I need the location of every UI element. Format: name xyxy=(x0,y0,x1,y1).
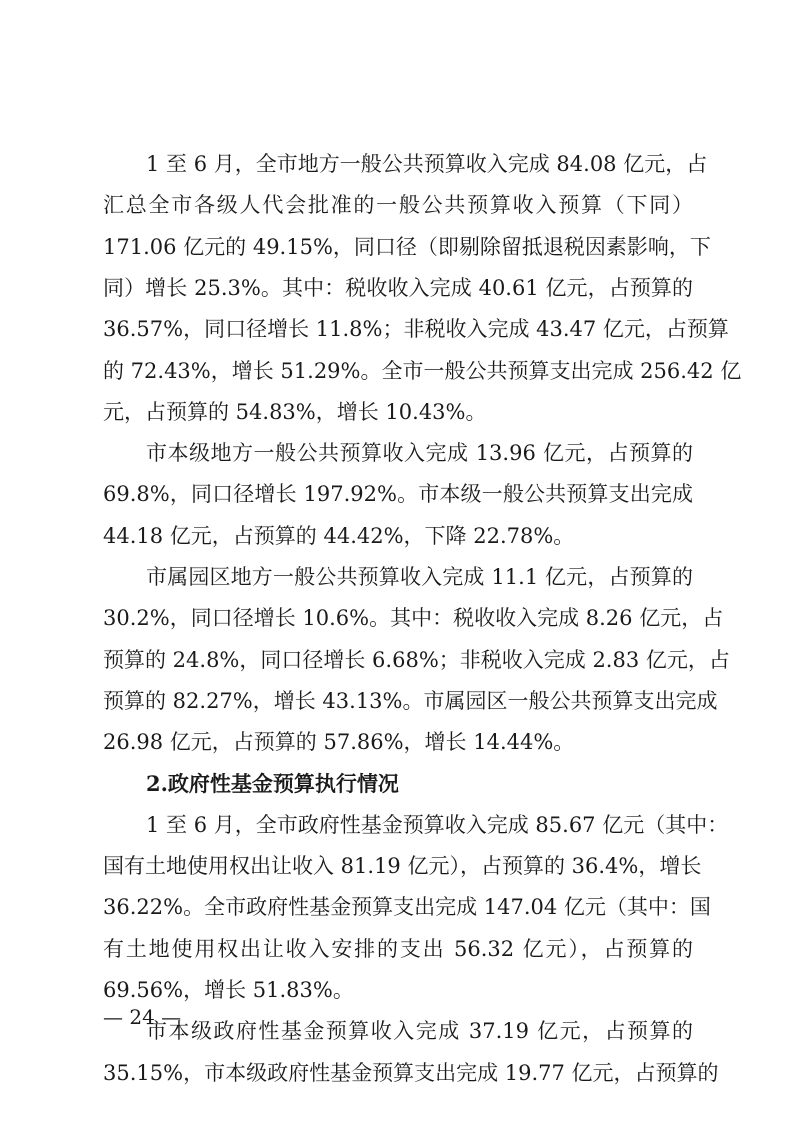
paragraph-line: 171.06 亿元的 49.15%，同口径（即剔除留抵退税因素影响，下 xyxy=(103,235,711,259)
paragraph-line: 市本级政府性基金预算收入完成 37.19 亿元，占预算的 xyxy=(146,1019,693,1043)
paragraph-line: 30.2%，同口径增长 10.6%。其中：税收收入完成 8.26 亿元，占 xyxy=(103,606,724,630)
paragraph-line: 69.8%，同口径增长 197.92%。市本级一般公共预算支出完成 xyxy=(103,482,693,506)
paragraph-line: 44.18 亿元，占预算的 44.42%，下降 22.78%。 xyxy=(103,524,575,548)
paragraph-line: 26.98 亿元，占预算的 57.86%，增长 14.44%。 xyxy=(103,730,575,754)
page-number: — 24 — xyxy=(103,1005,182,1029)
paragraph-line: 汇总全市各级人代会批准的一般公共预算收入预算（下同） xyxy=(103,193,693,217)
paragraph-line: 同）增长 25.3%。其中：税收收入完成 40.61 亿元，占预算的 xyxy=(103,276,693,300)
section-heading: 2.政府性基金预算执行情况 xyxy=(146,771,399,796)
paragraph-line: 的 72.43%，增长 51.29%。全市一般公共预算支出完成 256.42 亿 xyxy=(103,359,742,383)
paragraph-line: 预算的 82.27%，增长 43.13%。市属园区一般公共预算支出完成 xyxy=(103,689,718,713)
paragraph-line: 1 至 6 月，全市地方一般公共预算收入完成 84.08 亿元，占 xyxy=(146,152,708,176)
paragraph-line: 35.15%，市本级政府性基金预算支出完成 19.77 亿元，占预算的 xyxy=(103,1061,719,1085)
paragraph-line: 元，占预算的 54.83%，增长 10.43%。 xyxy=(103,400,487,424)
paragraph-line: 69.56%，增长 51.83%。 xyxy=(103,978,354,1002)
paragraph-line: 36.22%。全市政府性基金预算支出完成 147.04 亿元（其中：国 xyxy=(103,895,711,919)
paragraph-line: 有土地使用权出让收入安排的支出 56.32 亿元），占预算的 xyxy=(103,937,693,961)
paragraph-line: 市属园区地方一般公共预算收入完成 11.1 亿元，占预算的 xyxy=(146,565,693,589)
paragraph-line: 国有土地使用权出让收入 81.19 亿元），占预算的 36.4%，增长 xyxy=(103,854,702,878)
paragraph-line: 市本级地方一般公共预算收入完成 13.96 亿元，占预算的 xyxy=(146,441,693,465)
paragraph-line: 预算的 24.8%，同口径增长 6.68%；非税收入完成 2.83 亿元，占 xyxy=(103,648,730,672)
paragraph-line: 36.57%，同口径增长 11.8%；非税收入完成 43.47 亿元，占预算 xyxy=(103,317,729,341)
paragraph-line: 1 至 6 月，全市政府性基金预算收入完成 85.67 亿元（其中： xyxy=(146,813,729,837)
